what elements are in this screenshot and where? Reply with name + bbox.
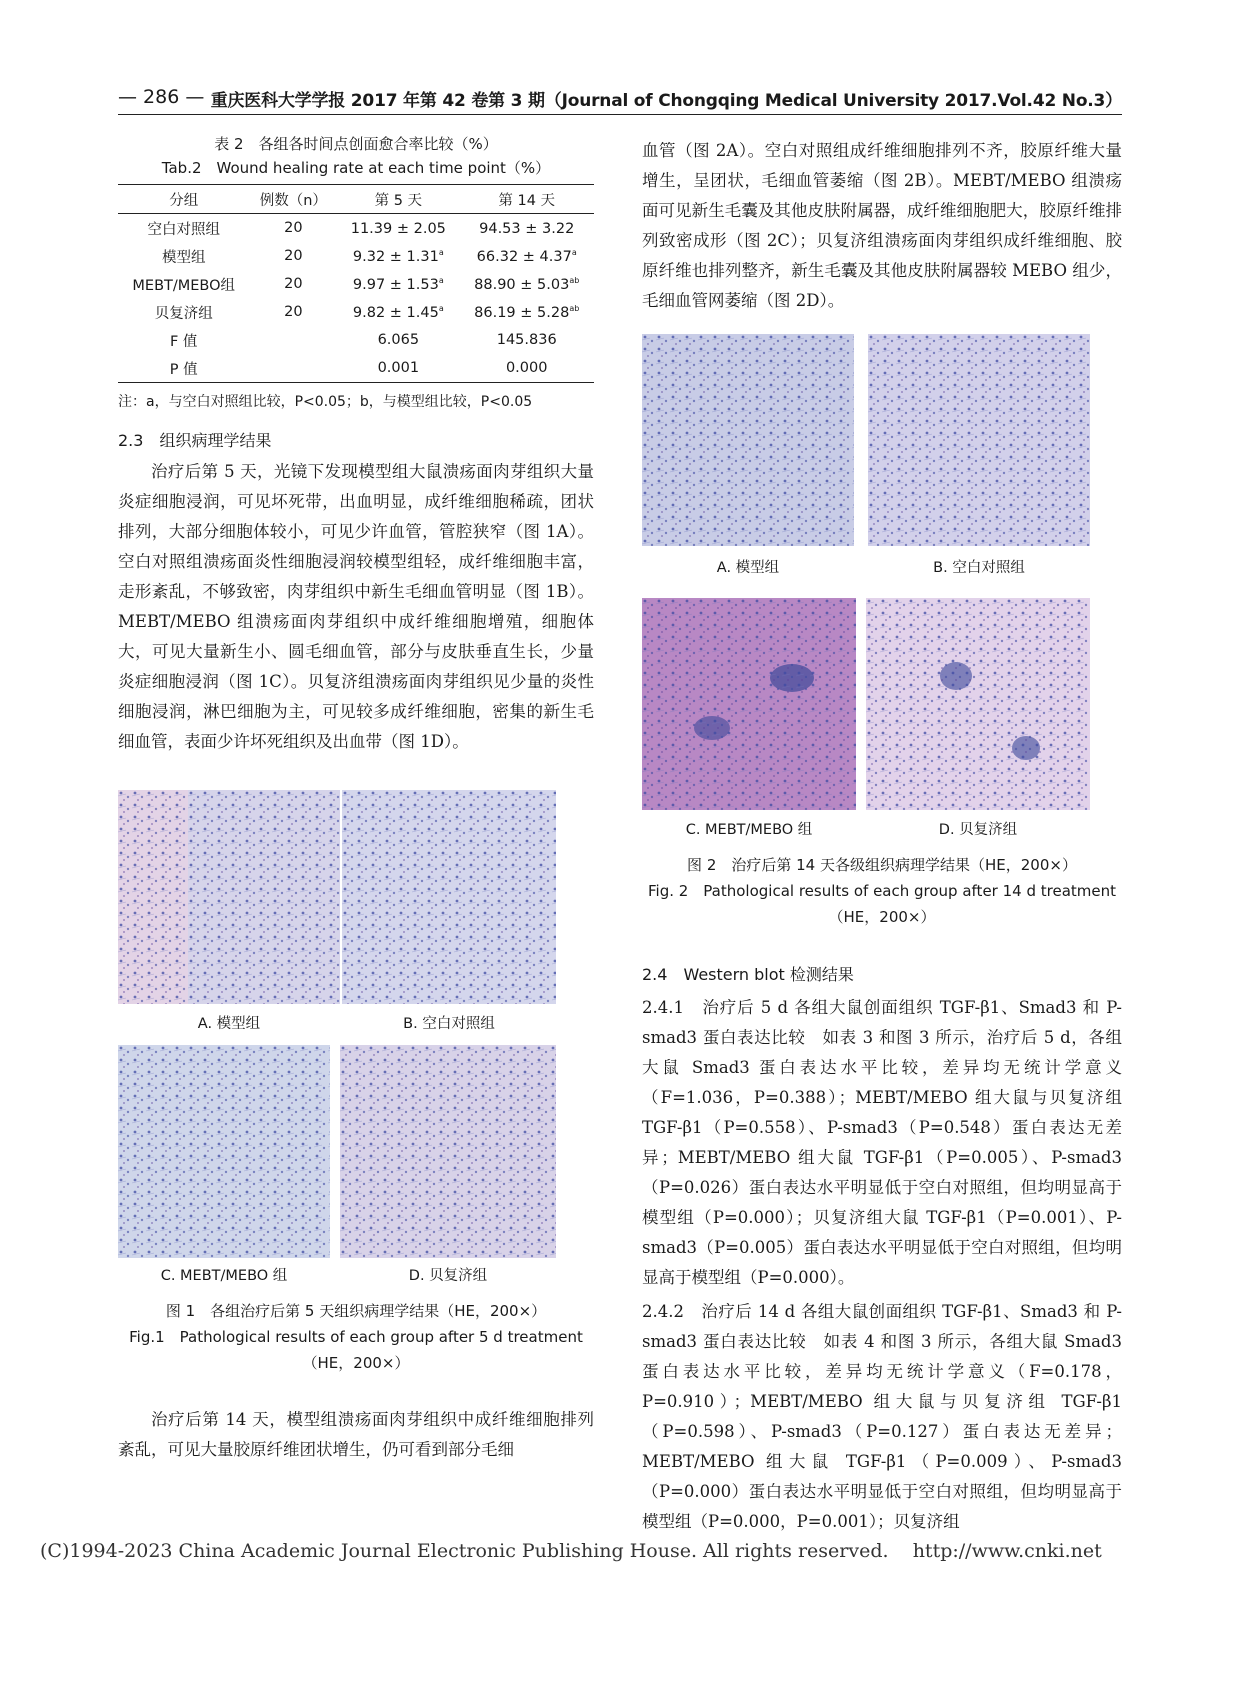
section-2-4 (642, 962, 1122, 1537)
cell-f-d5: 6.065 (377, 332, 420, 348)
sig-mark: a (438, 303, 444, 313)
cell-empty (249, 354, 337, 383)
cell-d14 (459, 270, 594, 298)
histology-micrograph (866, 598, 1090, 810)
copyright-footer: (C)1994-2023 China Academic Journal Electronic Publishing House. All rights reserved. http://www.cnki.net (40, 1540, 1102, 1562)
cell-d5 (337, 270, 459, 298)
cell-label: P 值 (169, 361, 198, 378)
col-header: 第 14 天 (498, 192, 556, 209)
body-paragraph: 血管（图 2A）。空白对照组成纤维细胞排列不齐，胶原纤维大量增生，呈团状，毛细血管萎缩（图 2B）。MEBT/MEBO 组溃疡面可见新生毛囊及其他皮肤附属器，成纤维细胞肥大，胶原纤维排列致密成形（图 2C）；贝复济组溃疡面肉芽组织成纤维细胞、胶原纤维也排列整齐，新生毛囊及其他皮肤附属器较 MEBO 组少，毛细血管网萎缩（图 2D）。 (642, 141, 1122, 310)
table-note: 注：a，与空白对照组比较，P<0.05；b，与模型组比较，P<0.05 (118, 394, 533, 410)
value: 11.39 ± 2.05 (350, 220, 446, 237)
subsection-2-4-1: 2.4.1 治疗后 5 d 各组大鼠创面组织 TGF-β1、Smad3 和 P-smad3 蛋白表达比较 如表 3 和图 3 所示，治疗后 5 d，各组大鼠 Smad3 蛋白表达水平比较，差异均无统计学意义（F=1.036，P=0.388）；MEBT/MEBO 组大鼠与贝复济组 TGF-β1（P=0.558）、P-smad3（P=0.548）蛋白表达无差异；MEBT/MEBO 组大鼠 TGF-β1（P=0.005）、P-smad3（P=0.026）蛋白表达水平明显低于空白对照组，但均明显高于模型组（P=0.000）；贝复济组大鼠 TGF-β1（P=0.001）、P-smad3（P=0.005）蛋白表达水平明显低于空白对照组，但均明显高于模型组（P=0.000）。 (642, 998, 1122, 1287)
table-title-cn: 表 2 各组各时间点创面愈合率比较（%） (214, 135, 498, 153)
histology-micrograph (342, 790, 556, 1004)
cell-empty (249, 326, 337, 354)
journal-title: 重庆医科大学学报 2017 年第 42 卷第 3 期（Journal of Chongqing Medical University 2017.Vol.42 No.3） (210, 91, 1122, 111)
cell-d5 (337, 298, 459, 326)
sig-mark: ab (569, 275, 580, 285)
table-row (118, 270, 594, 298)
sig-mark: a (571, 247, 577, 257)
caption-en: Fig. 2 Pathological results of each group after 14 d treatment (647, 882, 1116, 900)
figure-2a-label: A. 模型组 (716, 560, 780, 576)
wound-healing-table (118, 184, 594, 383)
figure-1b-label: B. 空白对照组 (403, 1016, 495, 1032)
figure-2b-image (868, 334, 1090, 546)
sig-mark: a (438, 275, 444, 285)
value: 9.97 ± 1.53 (352, 276, 439, 293)
figure-1c-image (118, 1045, 330, 1258)
section-heading: 2.4 Western blot 检测结果 (642, 965, 854, 984)
histology-micrograph (340, 1045, 556, 1258)
value: 9.32 ± 1.31 (352, 248, 439, 265)
table-2-block (118, 132, 594, 411)
subsection-2-4-2: 2.4.2 治疗后 14 d 各组大鼠创面组织 TGF-β1、Smad3 和 P-smad3 蛋白表达比较 如表 4 和图 3 所示，各组大鼠 Smad3 蛋白表达水平比较，差异均无统计学意义（F=0.178，P=0.910）；MEBT/MEBO 组大鼠与贝复济组 TGF-β1（P=0.598）、P-smad3（P=0.127）蛋白表达无差异；MEBT/MEBO 组大鼠 TGF-β1（P=0.009）、P-smad3（P=0.000）蛋白表达水平明显低于空白对照组，但均明显高于模型组（P=0.000，P=0.001）；贝复济组 (642, 1302, 1122, 1531)
body-paragraph: 治疗后第 14 天，模型组溃疡面肉芽组织中成纤维细胞排列紊乱，可见大量胶原纤维团状增生，仍可看到部分毛细 (118, 1410, 594, 1459)
figure-1a-image (118, 790, 340, 1004)
right-column-text (642, 136, 1122, 316)
cell-n: 20 (284, 220, 303, 236)
section-heading: 2.3 组织病理学结果 (118, 431, 272, 450)
figure-2c-label: C. MEBT/MEBO 组 (685, 822, 813, 838)
histology-micrograph (642, 334, 854, 546)
caption-cn: 图 1 各组治疗后第 5 天组织病理学结果（HE，200×） (165, 1302, 547, 1320)
table-row (118, 214, 594, 243)
figure-1b-image (342, 790, 556, 1004)
cell-n: 20 (284, 276, 303, 292)
cell-d14 (459, 214, 594, 243)
figure-1c-label: C. MEBT/MEBO 组 (160, 1268, 288, 1284)
col-header: 第 5 天 (374, 192, 423, 209)
cell-group: 贝复济组 (154, 305, 213, 322)
caption-cn: 图 2 治疗后第 14 天各级组织病理学结果（HE，200×） (687, 856, 1077, 874)
value: 88.90 ± 5.03 (474, 276, 570, 293)
cell-d14 (459, 242, 594, 270)
cell-f-d14: 145.836 (496, 332, 557, 348)
table-header-row (118, 185, 594, 214)
figure-1a-label: A. 模型组 (197, 1016, 261, 1032)
col-header: 分组 (169, 192, 199, 209)
sig-mark: ab (569, 303, 580, 313)
figure-2a-image (642, 334, 854, 546)
value: 66.32 ± 4.37 (476, 248, 572, 265)
col-header: 例数（n） (259, 192, 327, 209)
histology-micrograph (868, 334, 1090, 546)
running-header (118, 84, 1122, 115)
table-row-p (118, 354, 594, 383)
page-number: — 286 — (118, 86, 205, 108)
cell-d5 (337, 214, 459, 243)
section-2-3-continued (118, 1405, 594, 1465)
figure-2-caption (642, 852, 1122, 930)
figure-1-caption (118, 1298, 594, 1376)
histology-micrograph (118, 790, 340, 1004)
cell-n: 20 (284, 248, 303, 264)
caption-en: Fig.1 Pathological results of each group after 5 d treatment (129, 1328, 583, 1346)
body-paragraph: 治疗后第 5 天，光镜下发现模型组大鼠溃疡面肉芽组织大量炎症细胞浸润，可见坏死带，出血明显，成纤维细胞稀疏，团状排列，大部分细胞体较小，可见少许血管，管腔狭窄（图 1A）。空白对照组溃疡面炎性细胞浸润较模型组轻，成纤维细胞丰富，走形紊乱，不够致密，肉芽组织中新生毛细血管明显（图 1B）。MEBT/MEBO 组溃疡面肉芽组织中成纤维细胞增殖，细胞体大，可见大量新生小、圆毛细血管，部分与皮肤垂直生长，少量炎症细胞浸润（图 1C）。贝复济组溃疡面肉芽组织见少量的炎性细胞浸润，淋巴细胞为主，可见较多成纤维细胞，密集的新生毛细血管，表面少许坏死组织及出血带（图 1D）。 (118, 462, 594, 751)
table-row (118, 242, 594, 270)
figure-2d-label: D. 贝复济组 (938, 822, 1018, 838)
cell-p-d14: 0.000 (505, 360, 548, 376)
figure-1d-image (340, 1045, 556, 1258)
cell-n: 20 (284, 304, 303, 320)
figure-2b-label: B. 空白对照组 (933, 560, 1025, 576)
value: 86.19 ± 5.28 (474, 304, 570, 321)
table-row-f (118, 326, 594, 354)
caption-en-2: （HE，200×） (302, 1354, 410, 1372)
cell-p-d5: 0.001 (377, 360, 420, 376)
cell-d5 (337, 242, 459, 270)
figure-2d-image (866, 598, 1090, 810)
cell-d14 (459, 298, 594, 326)
value: 94.53 ± 3.22 (479, 220, 575, 237)
histology-micrograph (118, 1045, 330, 1258)
figure-2c-image (642, 598, 856, 810)
value: 9.82 ± 1.45 (352, 304, 439, 321)
caption-en-2: （HE，200×） (828, 908, 936, 926)
table-row (118, 298, 594, 326)
section-2-3 (118, 428, 594, 757)
histology-micrograph (642, 598, 856, 810)
sig-mark: a (438, 247, 444, 257)
cell-label: F 值 (169, 333, 198, 350)
cell-group: 空白对照组 (147, 221, 220, 238)
cell-group: 模型组 (161, 249, 206, 266)
table-title-en: Tab.2 Wound healing rate at each time point（%） (161, 159, 551, 177)
cell-group: MEBT/MEBO组 (132, 277, 236, 294)
figure-1d-label: D. 贝复济组 (408, 1268, 488, 1284)
